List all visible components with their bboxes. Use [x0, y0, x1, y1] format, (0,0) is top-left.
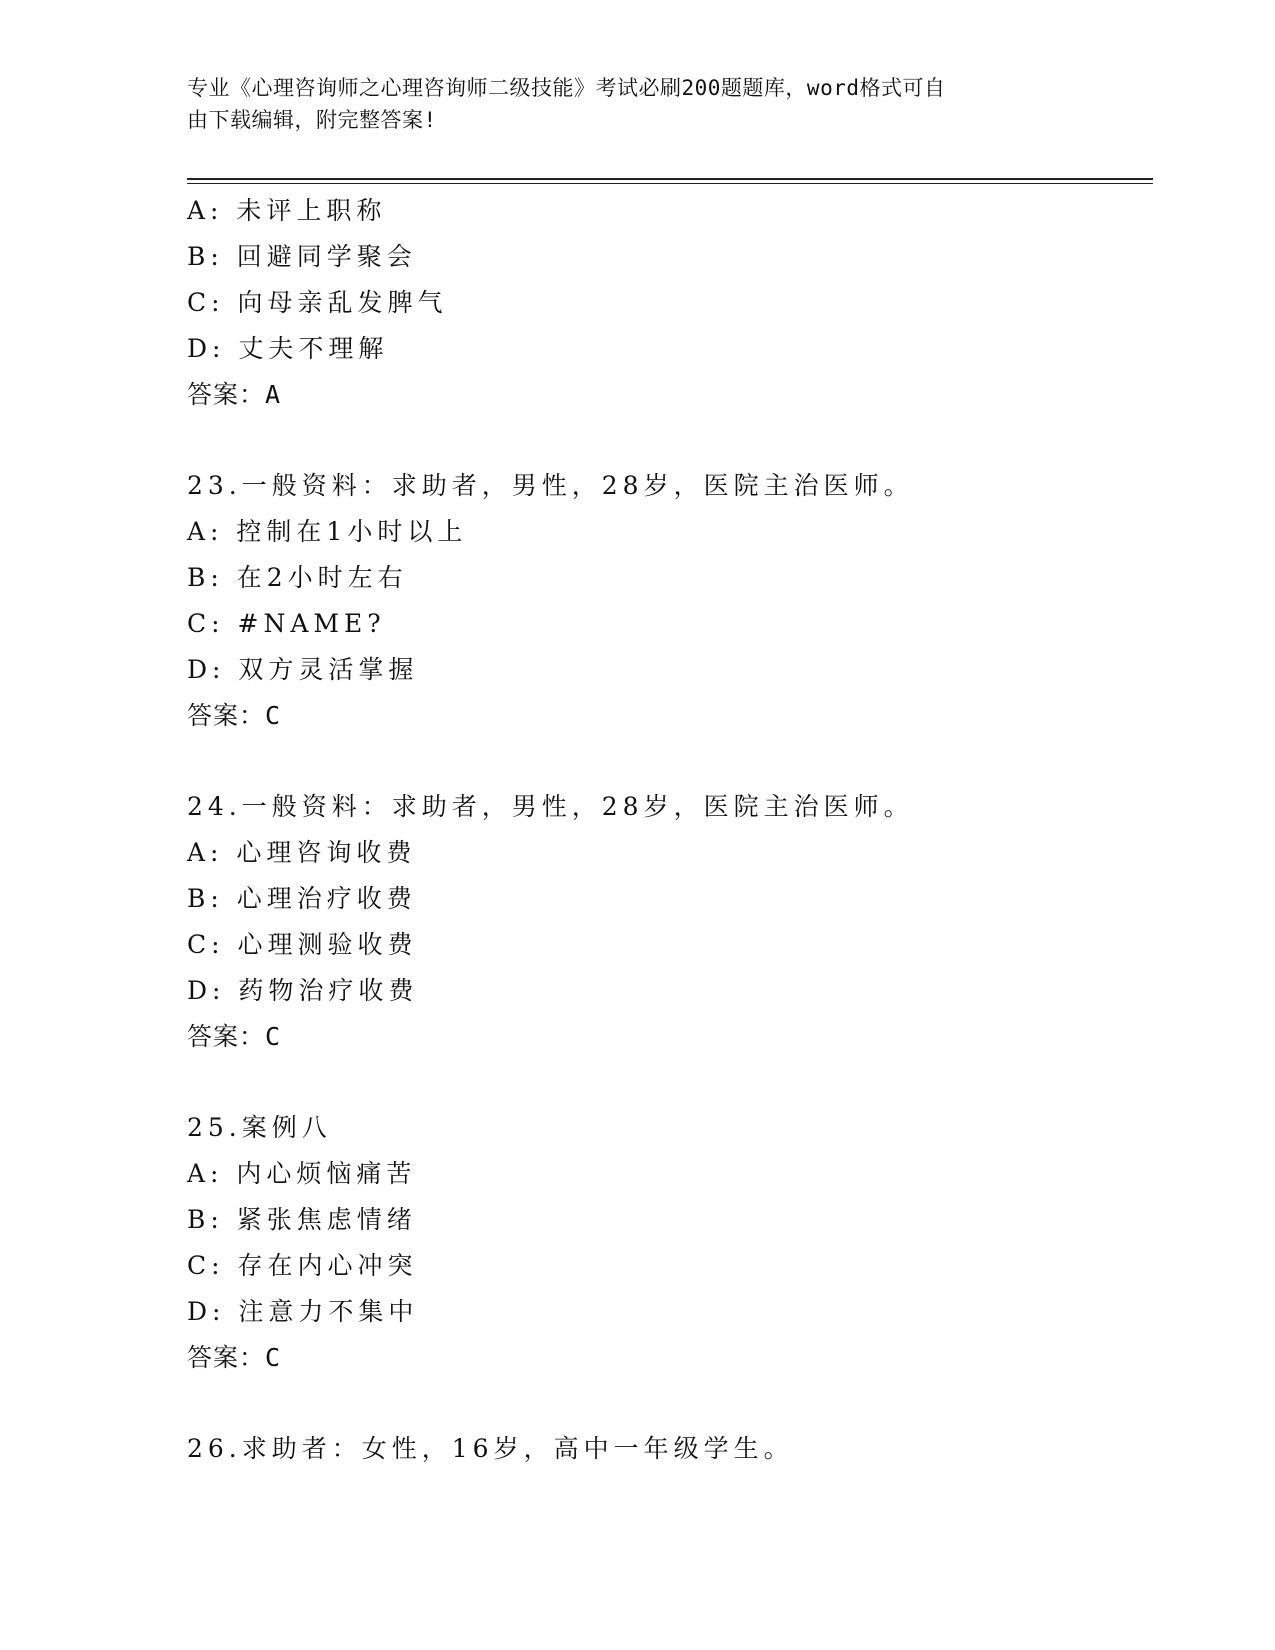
option-a: A: 控制在1小时以上 [187, 517, 468, 546]
question-block-previous [187, 188, 1153, 418]
question-text: 25.案例八 [187, 1113, 332, 1142]
option-d: D: 药物治疗收费 [187, 976, 419, 1005]
question-text: 24.一般资料：求助者，男性，28岁，医院主治医师。 [187, 792, 914, 821]
spacer [187, 1381, 1153, 1426]
option-c: C: #NAME? [187, 609, 386, 638]
option-d: D: 注意力不集中 [187, 1297, 419, 1326]
option-d: D: 双方灵活掌握 [187, 655, 419, 684]
option-c: C: 向母亲乱发脾气 [187, 288, 448, 317]
option-a: A: 内心烦恼痛苦 [187, 1159, 417, 1188]
spacer [187, 739, 1153, 784]
option-c: C: 心理测验收费 [187, 930, 418, 959]
document-header [187, 72, 1067, 136]
spacer [187, 1060, 1153, 1105]
option-c: C: 存在内心冲突 [187, 1251, 418, 1280]
question-text: 23.一般资料：求助者，男性，28岁，医院主治医师。 [187, 471, 914, 500]
question-text: 26.求助者：女性，16岁，高中一年级学生。 [187, 1434, 794, 1463]
header-divider-thick [187, 178, 1153, 180]
option-d: D: 丈夫不理解 [187, 334, 389, 363]
answer-line: 答案：A [187, 380, 282, 409]
header-line-1: 专业《心理咨询师之心理咨询师二级技能》考试必刷200题题库，word格式可自 [187, 76, 946, 100]
option-b: B: 在2小时左右 [187, 563, 408, 592]
spacer [187, 418, 1153, 463]
question-block-24 [187, 784, 1153, 1060]
option-a: A: 心理咨询收费 [187, 838, 417, 867]
answer-line: 答案：C [187, 1022, 282, 1051]
question-block-26 [187, 1426, 1153, 1472]
header-divider-thin [187, 183, 1153, 184]
answer-line: 答案：C [187, 701, 282, 730]
option-b: B: 回避同学聚会 [187, 242, 417, 271]
question-block-23 [187, 463, 1153, 739]
answer-line: 答案：C [187, 1343, 282, 1372]
question-list [187, 188, 1153, 1472]
option-a: A: 未评上职称 [187, 196, 387, 225]
option-b: B: 心理治疗收费 [187, 884, 417, 913]
question-block-25 [187, 1105, 1153, 1381]
option-b: B: 紧张焦虑情绪 [187, 1205, 417, 1234]
header-line-2: 由下载编辑，附完整答案! [187, 108, 437, 132]
